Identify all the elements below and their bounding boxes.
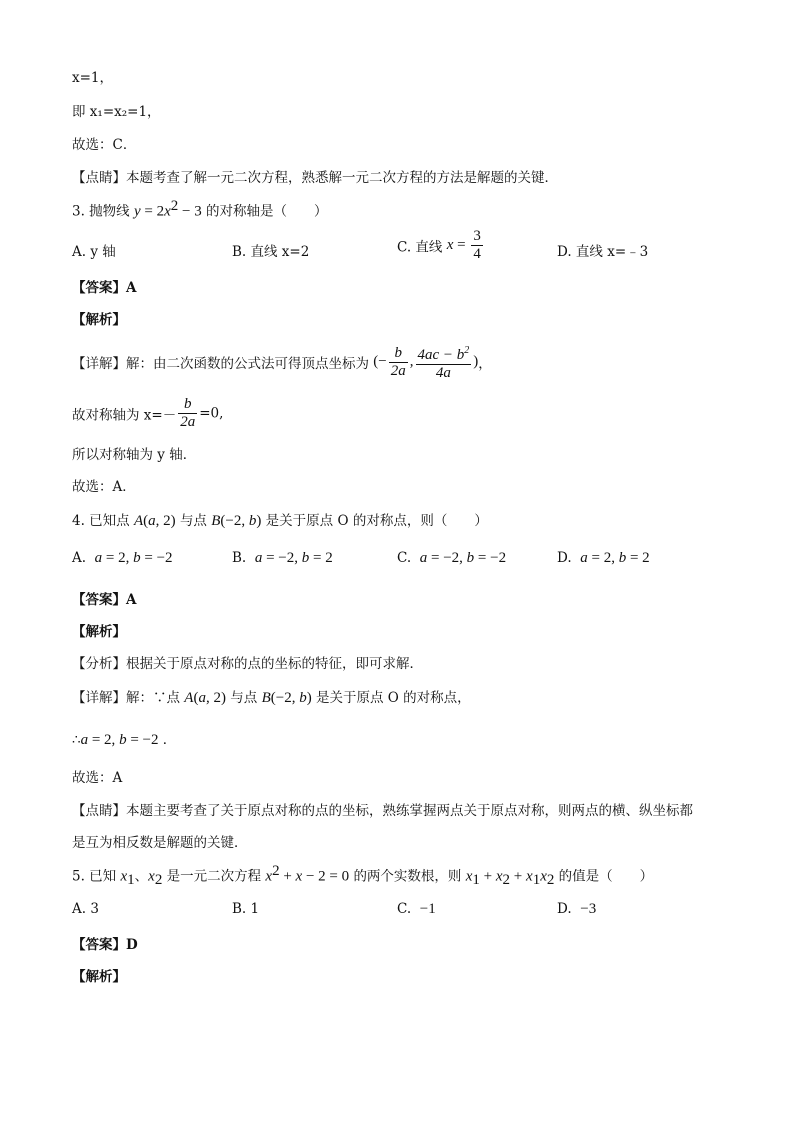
q3-equation: y [133, 203, 141, 220]
q3-answer: 【答案】A [72, 280, 137, 296]
q4-stem: 4. 已知点 A(a, 2) 与点 B(−2, b) 是关于原点 O 的对称点，则（ ） [72, 513, 488, 529]
q3-conclusion: 所以对称轴为 y 轴． [72, 447, 197, 463]
text-line-x-equals-1: x=1， [72, 70, 114, 86]
q3-option-d: D. 直线 x=﹣3 [557, 244, 649, 260]
q5-stem: 5. 已知 $x_1$、$x_2$ 是一元二次方程 $x^2 + x - 2 = 0$ 的两个实数根，则 $x_1 + x_2 + x_1x_2$ 的值是（ ） [72, 863, 654, 889]
text-line-choose-c: 故选：C． [72, 137, 137, 153]
q4-comment-line-2: 是互为相反数是解题的关键． [72, 835, 248, 851]
axis-fraction: $\frac{b}{2a}$ [180, 396, 196, 430]
q3-option-b: B. 直线 x=2 [232, 244, 310, 260]
q3-axis-line: 故对称轴为 x=－ $\frac{b}{2a}$ =0, [72, 396, 224, 430]
vertex-y-fraction: $\frac{4ac - b^2}{4a}$ [416, 342, 472, 382]
q5-option-c: C. −1 [397, 901, 436, 917]
q4-option-a: A. a = 2, b = −2 [72, 550, 173, 566]
q3-stem: 3. 抛物线 $y = 2x^2 - 3$ 的对称轴是（ ） [72, 198, 328, 220]
q4-analysis-heading: 【解析】 [72, 624, 126, 640]
q4-detail: 【详解】解：∵点 A(a, 2) 与点 B(−2, b) 是关于原点 O 的对称点， [72, 690, 471, 706]
q4-option-c: C. a = −2, b = −2 [397, 550, 507, 566]
q3-choose: 故选：A． [72, 479, 136, 495]
q4-option-d: D. a = 2, b = 2 [557, 550, 650, 566]
q3-analysis-heading: 【解析】 [72, 312, 126, 328]
q4-fenxi: 【分析】根据关于原点对称的点的坐标的特征，即可求解． [72, 656, 423, 672]
text-line-roots-equal: 即 x₁=x₂=1， [72, 104, 161, 120]
q4-comment-line-1: 【点睛】本题主要考查了关于原点对称的点的坐标，熟练掌握两点关于原点对称，则两点的横、纵坐标都 [72, 803, 693, 819]
vertex-x-fraction: $\frac{b}{2a}$ [390, 344, 406, 379]
q5-option-d: D. −3 [557, 901, 597, 917]
q5-option-a: A. 3 [72, 901, 99, 917]
q5-option-b: B. 1 [232, 901, 260, 917]
q3-fraction-three-quarters: $\frac{3}{4}$ [473, 228, 481, 262]
q5-analysis-heading: 【解析】 [72, 969, 126, 985]
q4-answer: 【答案】A [72, 592, 137, 608]
q3-detail-vertex: 【详解】解：由二次函数的公式法可得顶点坐标为 (− $\frac{b}{2a}$ , $\frac{4ac - b^2}{4a}$ )， [72, 342, 492, 382]
q4-choose: 故选：A [72, 770, 123, 786]
q3-option-c: C. 直线 x = $\frac{3}{4}$ [397, 228, 481, 262]
q5-answer: 【答案】D [72, 937, 138, 953]
q4-therefore: ∴a = 2, b = −2 ． [72, 732, 177, 748]
q4-option-b: B. a = −2, b = 2 [232, 550, 333, 566]
q3-option-a: A. y 轴 [72, 244, 116, 260]
comment-line-q2: 【点睛】本题考查了解一元二次方程，熟悉解一元二次方程的方法是解题的关键． [72, 170, 558, 186]
